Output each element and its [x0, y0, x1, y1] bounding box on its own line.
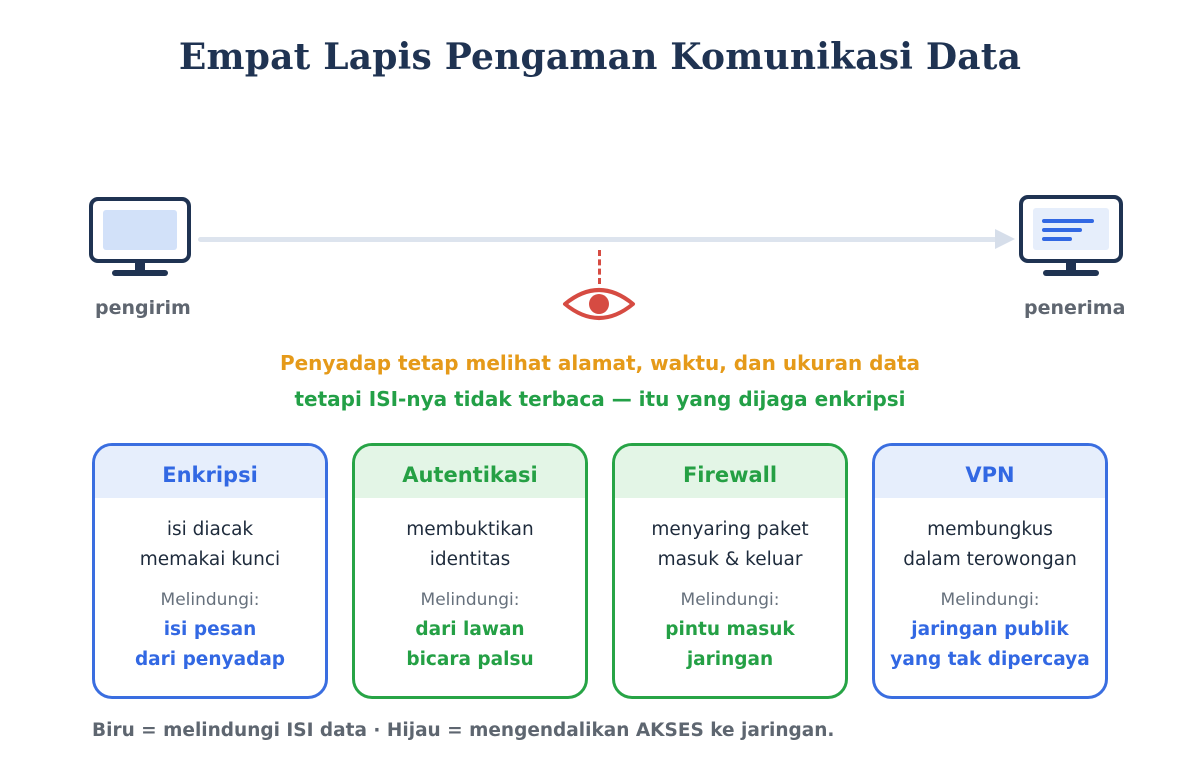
eavesdrop-note-metadata: Penyadap tetap melihat alamat, waktu, dan ukuran data — [279, 351, 921, 375]
card-description: isi diacak memakai kunci — [139, 519, 281, 570]
card-title: Firewall — [615, 446, 845, 498]
card-protect-target: isi pesan dari penyadap — [134, 619, 286, 670]
page-title: Empat Lapis Pengaman Komunikasi Data — [178, 36, 1022, 78]
card-protect-label: Melindungi: — [160, 590, 260, 610]
eavesdrop-dashed-line — [598, 250, 601, 284]
card-title: Autentikasi — [355, 446, 585, 498]
card-protect-target: pintu masuk jaringan — [665, 619, 795, 670]
card-protect-label: Melindungi: — [940, 590, 1040, 610]
card-vpn — [872, 443, 1108, 699]
card-firewall — [612, 443, 848, 699]
card-enkripsi — [92, 443, 328, 699]
eye-icon — [562, 284, 636, 324]
eavesdrop-note-content: tetapi ISI-nya tidak terbaca — itu yang dijaga enkripsi — [294, 387, 906, 411]
card-description: membungkus dalam terowongan — [903, 519, 1077, 570]
card-protect-target: jaringan publik yang tak dipercaya — [890, 619, 1090, 670]
card-title: Enkripsi — [95, 446, 325, 498]
legend-footer: Biru = melindungi ISI data · Hijau = mengendalikan AKSES ke jaringan. — [92, 720, 835, 741]
card-protect-label: Melindungi: — [420, 590, 520, 610]
receiver-label: penerima — [1024, 297, 1126, 319]
card-description: membuktikan identitas — [406, 519, 534, 570]
data-flow-line — [198, 237, 998, 242]
card-title: VPN — [875, 446, 1105, 498]
receiver-monitor-document-icon — [1018, 194, 1124, 280]
sender-monitor-icon — [88, 196, 192, 280]
card-protect-label: Melindungi: — [680, 590, 780, 610]
card-protect-target: dari lawan bicara palsu — [406, 619, 534, 670]
sender-label: pengirim — [95, 297, 191, 319]
data-flow-arrowhead — [995, 229, 1015, 249]
card-description: menyaring paket masuk & keluar — [651, 519, 809, 570]
card-autentikasi — [352, 443, 588, 699]
